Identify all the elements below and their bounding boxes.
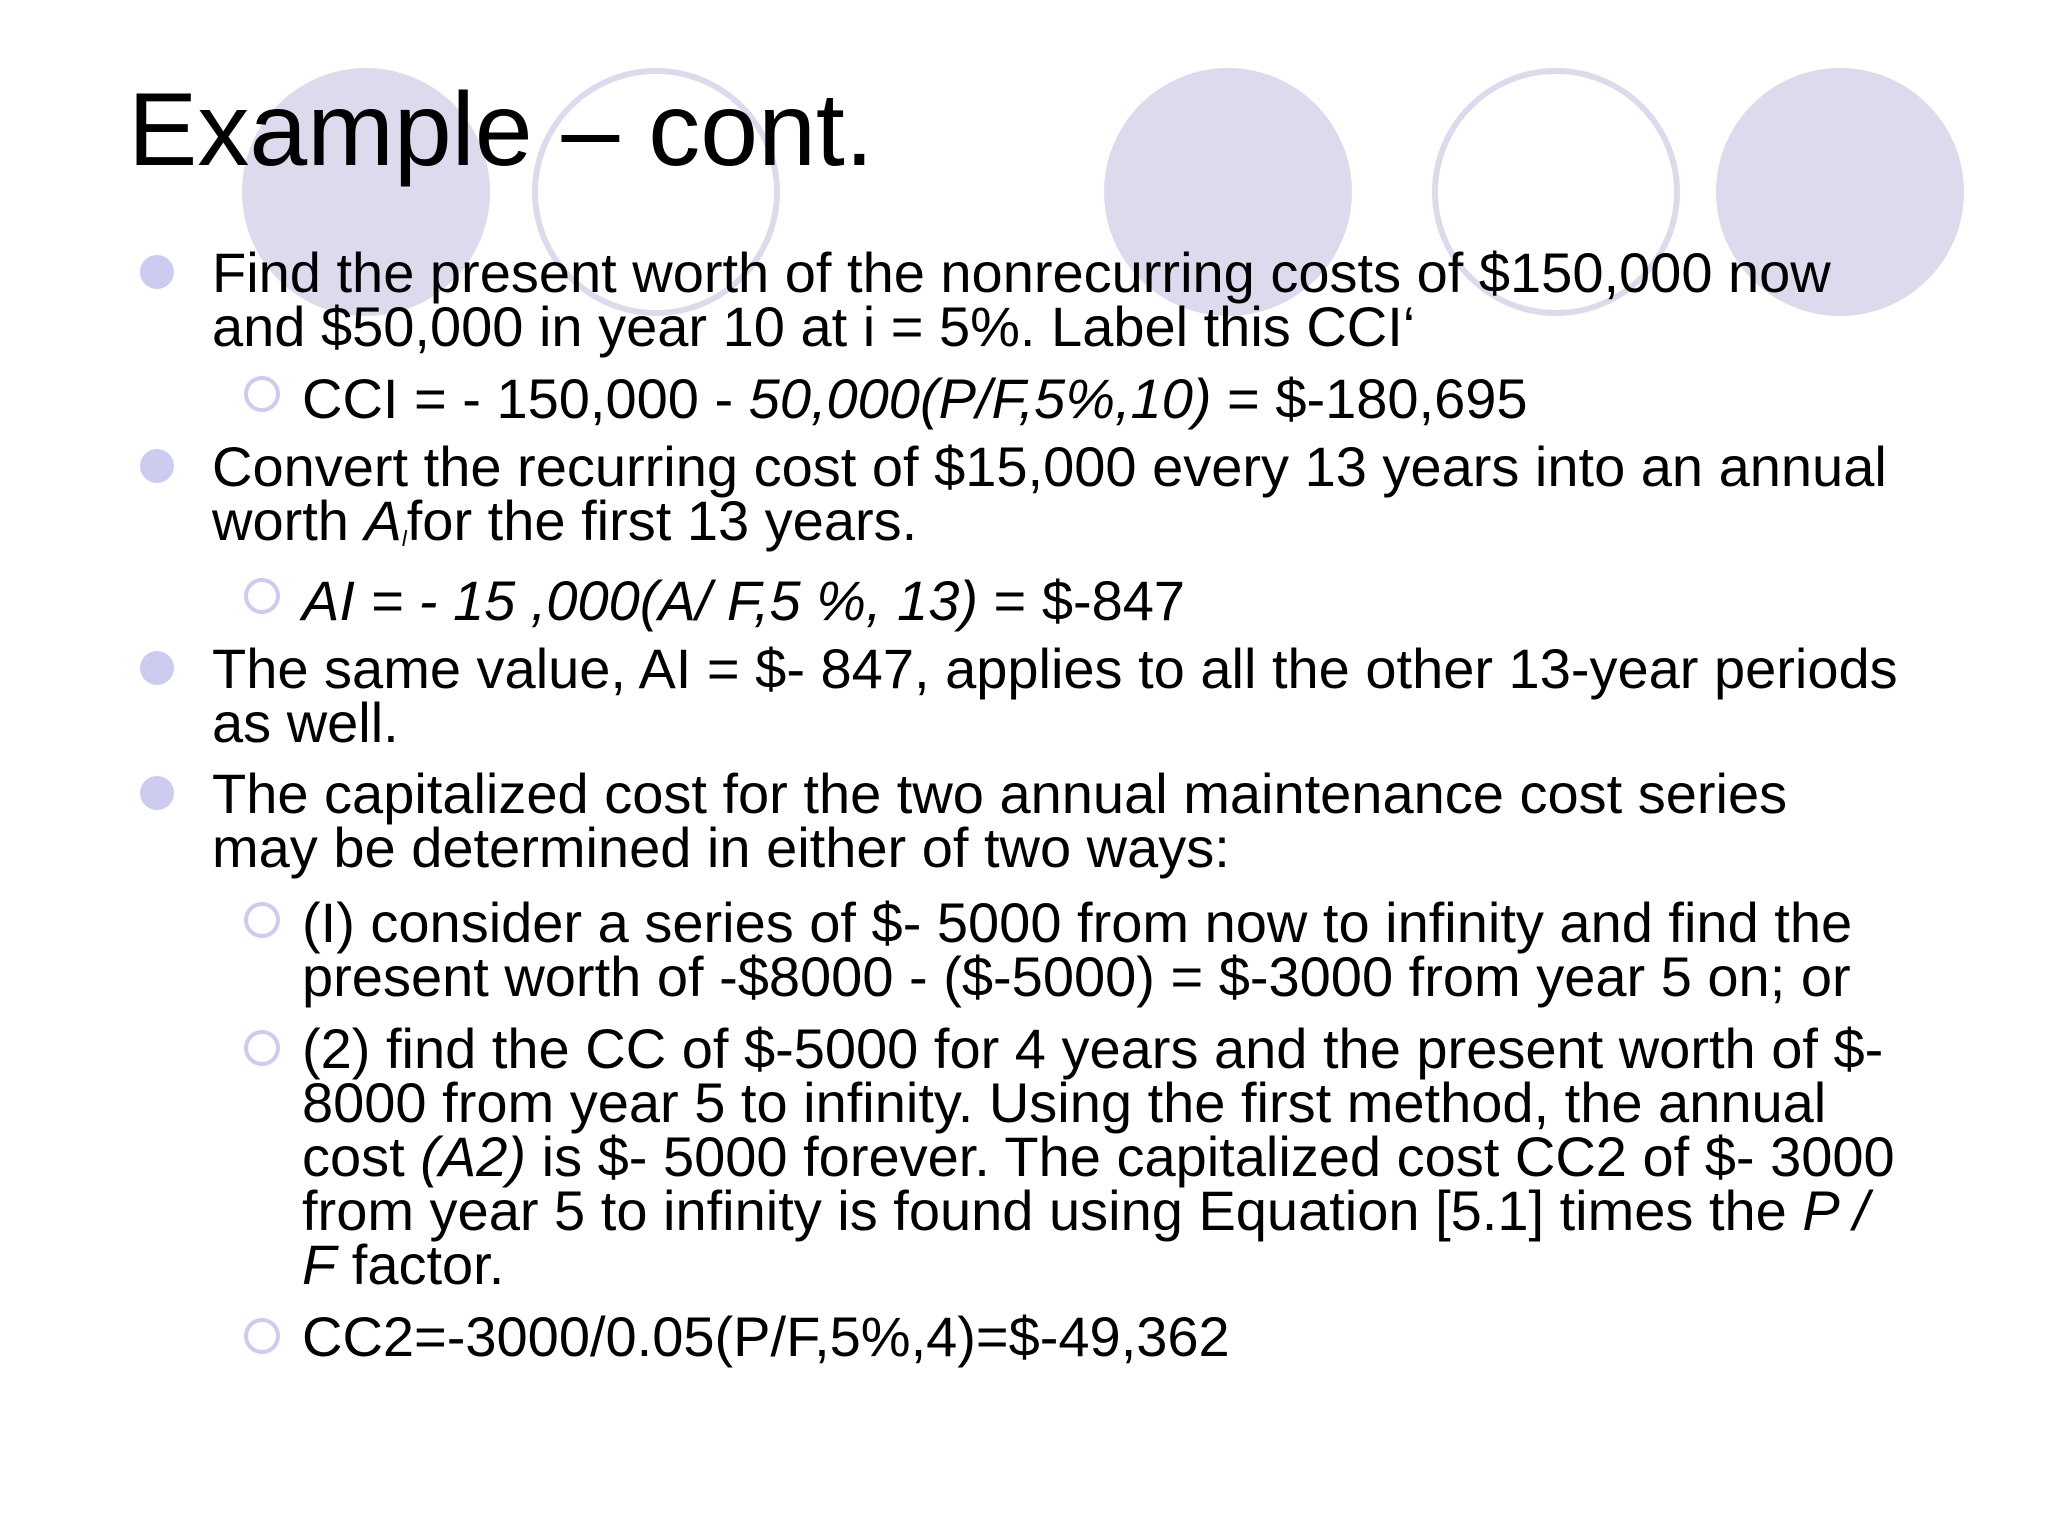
sub-bullet-4-text: (2) find the CC of $-5000 for 4 years and the present worth of $- 8000 from year 5 to infinity. Using the first method, the annual cost (A2) is $- 5000 forever. The capitalized cost CC2 of $- 3000 from year 5 to infinity is found using Equation [5.1] times the P / F factor. (302, 1017, 1895, 1296)
hollow-circle-bullet-icon (244, 578, 280, 614)
bullet-4-text: The capitalized cost for the two annual maintenance cost series may be determined in either of two ways: (212, 762, 1788, 879)
bullet-3-text: The same value, AI = $- 847, applies to all the other 13-year periods as well. (212, 637, 1898, 754)
filled-circle-bullet-icon (140, 651, 174, 685)
bullet-2-text: Convert the recurring cost of $15,000 every 13 years into an annual worth $A_lfor$ the first 13 years. (212, 435, 1887, 552)
hollow-circle-bullet-icon (244, 1318, 280, 1354)
sub-bullet-3-text: (I) consider a series of $- 5000 from now to infinity and find the present worth of -$8000 - ($-5000) = $-3000 from year 5 on; or (302, 891, 1853, 1008)
hollow-circle-bullet-icon (244, 376, 280, 412)
filled-circle-bullet-icon (140, 776, 174, 810)
page-title: Example – cont. (128, 72, 874, 188)
hollow-circle-bullet-icon (244, 1030, 280, 1066)
bullet-1-text: Find the present worth of the nonrecurring costs of $150,000 now and $50,000 in year 10 at i = 5%. Label this CCI‘ (212, 241, 1831, 358)
hollow-circle-bullet-icon (244, 902, 280, 938)
filled-circle-bullet-icon (140, 449, 174, 483)
sub-bullet-1-text: CCI = - 150,000 - 50,000(P/F,5%,10) = $-180,695 (302, 367, 1528, 430)
sub-bullet-2-text: AI = - 15 ,000(A/ F,5 %, 13) = $-847 (302, 569, 1186, 632)
sub-bullet-5-text: CC2=-3000/0.05(P/F,5%,4)=$-49,362 (302, 1305, 1230, 1368)
filled-circle-bullet-icon (140, 255, 174, 289)
